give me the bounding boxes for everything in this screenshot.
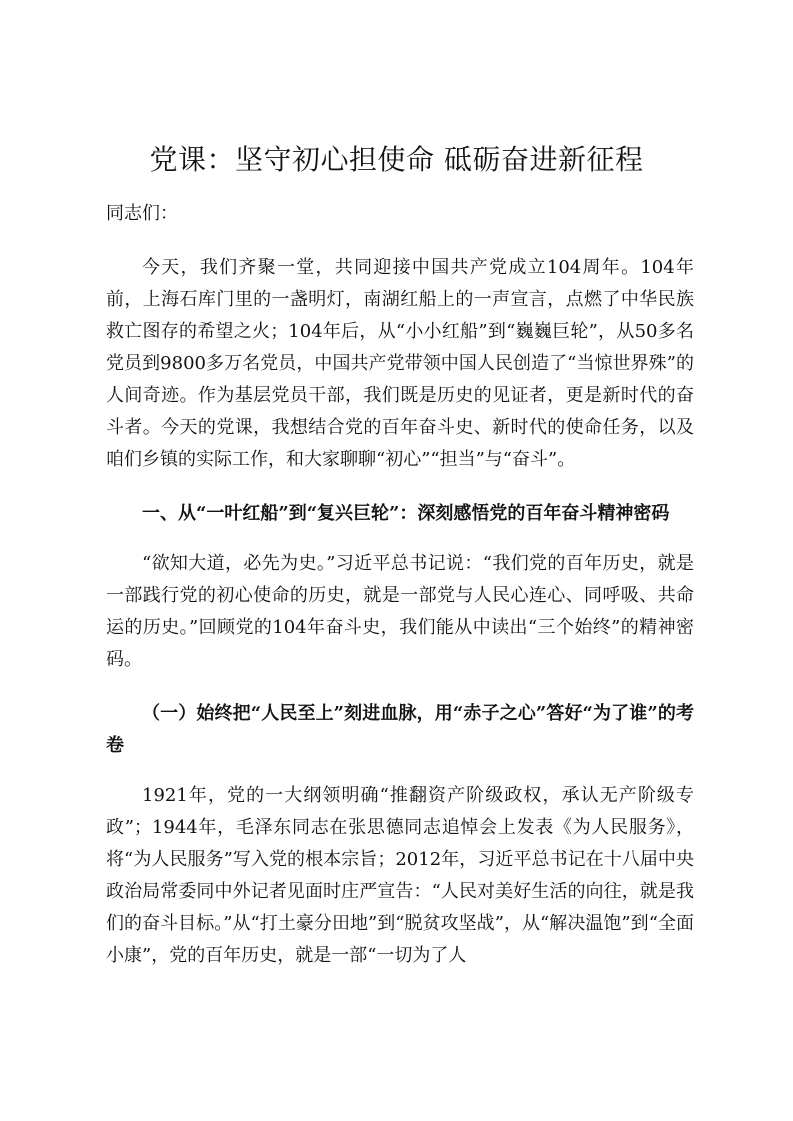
spacer [106, 676, 694, 698]
paragraph-history: “欲知大道，必先为史。”习近平总书记说：“我们党的百年历史，就是一部践行党的初心使命的历史，就是一部党与人民心连心、同呼吸、共命运的历史。”回顾党的104年奋斗史，我们能从中读出“三个始终”的精神密码。 [106, 553, 694, 670]
spacer [106, 232, 694, 252]
salutation: 同志们： [106, 203, 178, 224]
spacer [106, 530, 694, 548]
subsection-heading-1: （一）始终把“人民至上”刻进血脉，用“赤子之心”答好“为了谁”的考卷 [106, 703, 694, 756]
document-title: 党课：坚守初心担使命 砥砺奋进新征程 [149, 143, 644, 176]
paragraph-intro: 今天，我们齐聚一堂，共同迎接中国共产党成立104周年。104年前，上海石库门里的一盏明灯，南湖红船上的一声宣言，点燃了中华民族救亡图存的希望之火；104年后，从“小小红船”到“巍巍巨轮”，从50多名党员到9800多万名党员，中国共产党带领中国人民创造了“当惊世界殊”的人间奇迹。作为基层党员干部，我们既是历史的见证者，更是新时代的奋斗者。今天的党课，我想结合党的百年奋斗史、新时代的使命任务，以及咱们乡镇的实际工作，和大家聊聊“初心”“担当”与“奋斗”。 [106, 257, 694, 470]
spacer [106, 762, 694, 780]
paragraph-people-first: 1921年，党的一大纲领明确“推翻资产阶级政权，承认无产阶级专政”；1944年，毛泽东同志在张思德同志追悼会上发表《为人民服务》，将“为人民服务”写入党的根本宗旨；2012年，习近平总书记在十八届中央政治局常委同中外记者见面时庄严宣告：“人民对美好生活的向往，就是我们的奋斗目标。”从“打土豪分田地”到“脱贫攻坚战”，从“解决温饱”到“全面小康”，党的百年历史，就是一部“一切为了人 [106, 785, 694, 966]
spacer [106, 476, 694, 498]
section-heading-1: 一、从“一叶红船”到“复兴巨轮”：深刻感悟党的百年奋斗精神密码 [142, 503, 670, 524]
document-body [106, 196, 694, 972]
